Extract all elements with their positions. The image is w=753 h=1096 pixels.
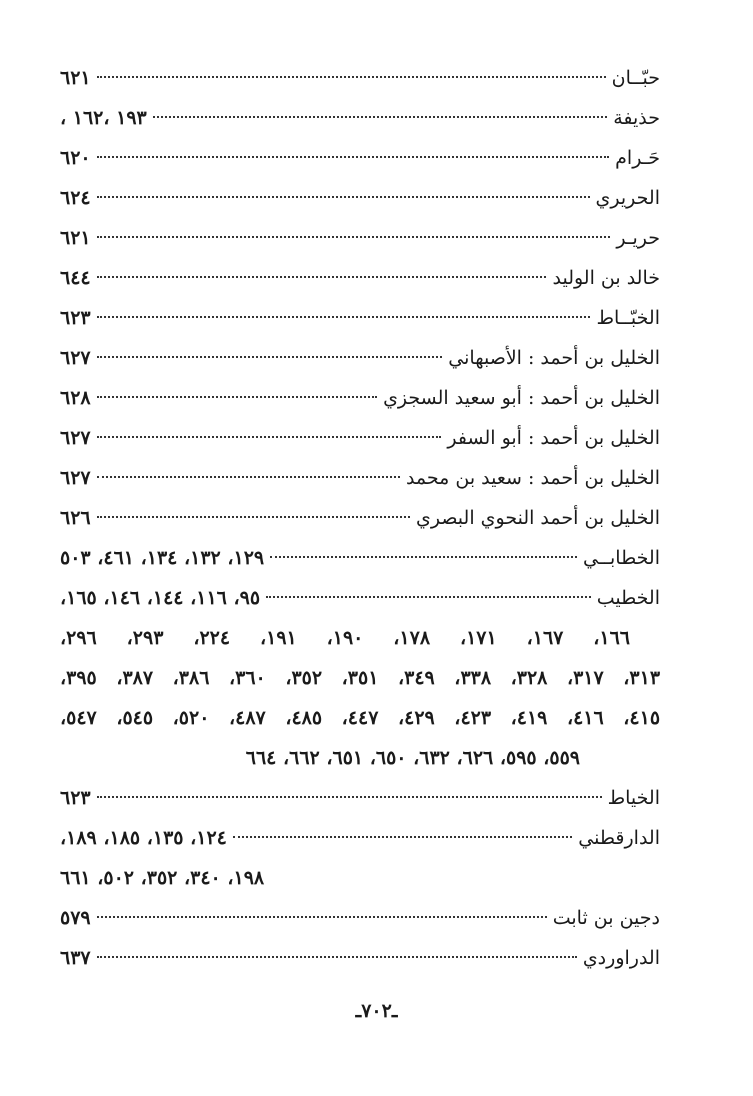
index-term: الحريري	[595, 187, 660, 209]
dot-leader	[97, 316, 591, 318]
index-pages: ٩٥، ١١٦، ١٤٤، ١٤٦، ١٦٥،	[60, 587, 261, 609]
index-term: الدراوردي	[582, 947, 660, 969]
index-pages-continuation: ١٩٨، ٣٤٠، ٣٥٢، ٥٠٢، ٦٦١	[60, 867, 265, 889]
index-pages: ٦٢٣	[60, 307, 91, 329]
index-entry	[60, 258, 660, 298]
index-pages: ١٢٩، ١٣٢، ١٣٤، ٤٦١، ٥٠٣	[60, 547, 265, 569]
index-pages: ١٢٤، ١٣٥، ١٨٥، ١٨٩،	[60, 827, 227, 849]
index-term: الخليل بن أحمد : سعيد بن محمد	[405, 467, 660, 489]
page-number: ـ٧٠٢ـ	[355, 1000, 398, 1022]
index-list	[60, 58, 660, 978]
index-pages: ٦٢٧	[60, 347, 91, 369]
dot-leader	[97, 436, 442, 438]
index-entry	[60, 578, 660, 618]
index-term: الخبّــاط	[596, 307, 660, 329]
index-pages: ٦٢٨	[60, 387, 91, 409]
index-entry	[60, 378, 660, 418]
index-term: حريـر	[616, 227, 660, 249]
index-pages: ٦٤٤	[60, 267, 91, 289]
dot-leader	[97, 276, 547, 278]
index-pages-continuation: ٤١٥، ٤١٦، ٤١٩، ٤٢٣، ٤٢٩، ٤٤٧، ٤٨٥، ٤٨٧، ٥٢٠، ٥٤٥، ٥٤٧،	[60, 707, 661, 729]
index-entry	[60, 458, 660, 498]
index-term: الخياط	[607, 787, 660, 809]
dot-leader	[97, 156, 610, 158]
index-pages: ٦٢٧	[60, 467, 91, 489]
index-pages: ١٩٣ ،١٦٢ ،	[60, 107, 147, 129]
index-term: الدارقطني	[578, 827, 660, 849]
dot-leader	[97, 76, 606, 78]
index-pages: ٥٧٩	[60, 907, 91, 929]
dot-leader	[97, 956, 577, 958]
index-entry	[60, 538, 660, 578]
index-term: خالد بن الوليد	[552, 267, 660, 289]
index-entry	[60, 298, 660, 338]
index-term: حَـرام	[615, 147, 660, 169]
index-term: الخطابــي	[583, 547, 660, 569]
index-entry	[60, 778, 660, 818]
dot-leader	[233, 836, 572, 838]
dot-leader	[97, 396, 377, 398]
index-entry	[60, 938, 660, 978]
index-term: حذيفة	[613, 107, 660, 129]
index-term: الخليل بن أحمد : أبو السفر	[447, 427, 660, 449]
dot-leader	[97, 356, 443, 358]
index-term: الخليل بن أحمد : الأصبهاني	[448, 347, 660, 369]
index-entry	[60, 138, 660, 178]
dot-leader	[270, 556, 577, 558]
index-entry	[60, 498, 660, 538]
index-entry	[60, 178, 660, 218]
index-term: الخطيب	[596, 587, 660, 609]
index-entry	[60, 338, 660, 378]
dot-leader	[97, 236, 611, 238]
index-entry	[60, 58, 660, 98]
dot-leader	[97, 796, 602, 798]
index-pages: ٦٢٦	[60, 507, 91, 529]
index-pages: ٦٢٠	[60, 147, 91, 169]
index-entry	[60, 218, 660, 258]
index-pages: ٦٢٧	[60, 427, 91, 449]
index-pages: ٦٣٧	[60, 947, 91, 969]
index-term: الخليل بن أحمد : أبو سعيد السجزي	[383, 387, 660, 409]
index-pages-continuation: ١٦٦، ١٦٧، ١٧١، ١٧٨، ١٩٠، ١٩١، ٢٢٤، ٢٩٣، ٢٩٦،	[60, 627, 631, 649]
dot-leader	[97, 196, 590, 198]
index-pages-continuation: ٣١٣، ٣١٧، ٣٢٨، ٣٣٨، ٣٤٩، ٣٥١، ٣٥٢، ٣٦٠، ٣٨٦، ٣٨٧، ٣٩٥،	[60, 667, 661, 689]
dot-leader	[153, 116, 607, 118]
index-entry	[60, 818, 660, 858]
index-pages: ٦٢٣	[60, 787, 91, 809]
index-pages-continuation: ٥٥٩، ٥٩٥، ٦٢٦، ٦٣٢، ٦٥٠، ٦٥١، ٦٦٢، ٦٦٤	[245, 747, 580, 769]
index-pages: ٦٢٤	[60, 187, 91, 209]
dot-leader	[97, 476, 400, 478]
index-term: الخليل بن أحمد النحوي البصري	[415, 507, 660, 529]
index-entry	[60, 418, 660, 458]
dot-leader	[97, 916, 547, 918]
index-entry	[60, 98, 660, 138]
dot-leader	[266, 596, 591, 598]
index-pages: ٦٢١	[60, 67, 91, 89]
index-term: دجين بن ثابت	[552, 907, 660, 929]
dot-leader	[97, 516, 410, 518]
index-pages: ٦٢١	[60, 227, 91, 249]
index-term: حبّــان	[611, 67, 660, 89]
index-entry	[60, 898, 660, 938]
